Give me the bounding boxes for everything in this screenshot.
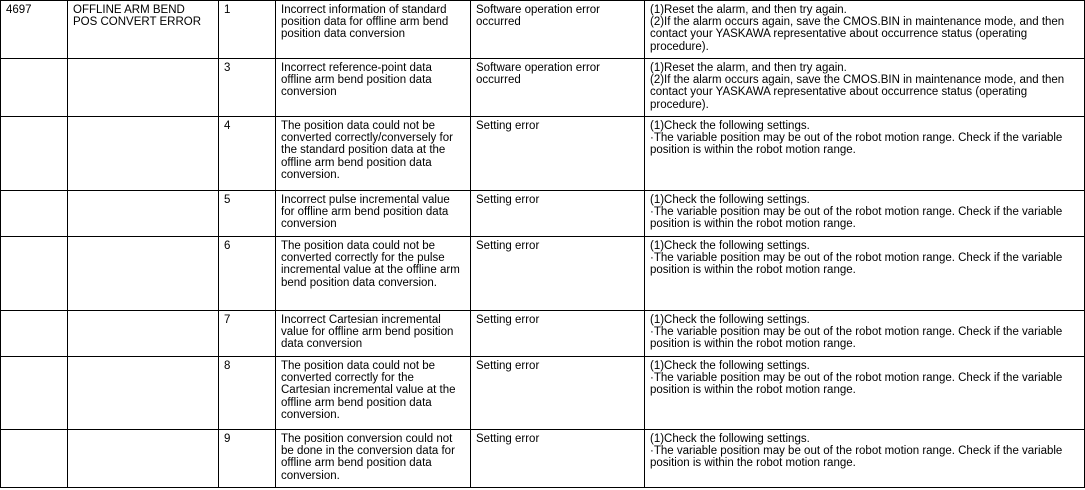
table-row — [1, 311, 1085, 357]
table-row — [1, 1, 1085, 59]
table-row — [1, 237, 1085, 311]
alarm-name-cell — [68, 117, 219, 191]
alarm-name-cell — [68, 191, 219, 237]
table-row — [1, 430, 1085, 488]
table-row — [1, 191, 1085, 237]
table-row — [1, 357, 1085, 430]
table-row — [1, 117, 1085, 191]
remedy-cell: (1)Check the following settings. ·The variable position may be out of the robot motion range. Check if the variable position is within the robot motion range. — [645, 117, 1085, 191]
remedy-cell: (1)Check the following settings. ·The variable position may be out of the robot motion range. Check if the variable position is within the robot motion range. — [645, 357, 1085, 430]
sub-code-cell: 4 — [219, 117, 276, 191]
alarm-code-cell: 4697 — [1, 1, 68, 59]
alarm-code-cell — [1, 59, 68, 117]
alarm-code-cell — [1, 191, 68, 237]
remedy-cell: (1)Check the following settings. ·The variable position may be out of the robot motion range. Check if the variable position is within the robot motion range. — [645, 430, 1085, 488]
alarm-code-cell — [1, 117, 68, 191]
cause-cell: Setting error — [471, 311, 645, 357]
sub-code-cell: 7 — [219, 311, 276, 357]
cause-cell: Setting error — [471, 117, 645, 191]
table-row — [1, 59, 1085, 117]
alarm-code-cell — [1, 237, 68, 311]
meaning-cell: The position conversion could not be done in the conversion data for offline arm bend position data conversion. — [276, 430, 471, 488]
cause-cell: Setting error — [471, 430, 645, 488]
meaning-cell: Incorrect reference-point data offline arm bend position data conversion — [276, 59, 471, 117]
alarm-code-cell — [1, 430, 68, 488]
cause-cell: Software operation error occurred — [471, 1, 645, 59]
alarm-code-cell — [1, 311, 68, 357]
remedy-cell: (1)Reset the alarm, and then try again. (2)If the alarm occurs again, save the CMOS.BIN in maintenance mode, and then contact your YASKAWA representative about occurrence status (operating procedure). — [645, 1, 1085, 59]
cause-cell: Software operation error occurred — [471, 59, 645, 117]
sub-code-cell: 6 — [219, 237, 276, 311]
sub-code-cell: 8 — [219, 357, 276, 430]
meaning-cell: The position data could not be converted correctly/conversely for the standard position data at the offline arm bend position data conversion. — [276, 117, 471, 191]
meaning-cell: Incorrect pulse incremental value for offline arm bend position data conversion — [276, 191, 471, 237]
remedy-cell: (1)Check the following settings. ·The variable position may be out of the robot motion range. Check if the variable position is within the robot motion range. — [645, 311, 1085, 357]
cause-cell: Setting error — [471, 191, 645, 237]
alarm-name-cell — [68, 311, 219, 357]
remedy-cell: (1)Check the following settings. ·The variable position may be out of the robot motion range. Check if the variable position is within the robot motion range. — [645, 191, 1085, 237]
alarm-name-cell: OFFLINE ARM BEND POS CONVERT ERROR — [68, 1, 219, 59]
alarm-name-cell — [68, 237, 219, 311]
remedy-cell: (1)Reset the alarm, and then try again. (2)If the alarm occurs again, save the CMOS.BIN in maintenance mode, and then contact your YASKAWA representative about occurrence status (operating procedure). — [645, 59, 1085, 117]
alarm-name-cell — [68, 357, 219, 430]
cause-cell: Setting error — [471, 237, 645, 311]
alarm-code-cell — [1, 357, 68, 430]
cause-cell: Setting error — [471, 357, 645, 430]
sub-code-cell: 5 — [219, 191, 276, 237]
meaning-cell: Incorrect information of standard position data for offline arm bend position data conversion — [276, 1, 471, 59]
alarm-name-cell — [68, 430, 219, 488]
meaning-cell: The position data could not be converted correctly for the Cartesian incremental value at the offline arm bend position data conversion. — [276, 357, 471, 430]
remedy-cell: (1)Check the following settings. ·The variable position may be out of the robot motion range. Check if the variable position is within the robot motion range. — [645, 237, 1085, 311]
sub-code-cell: 3 — [219, 59, 276, 117]
meaning-cell: The position data could not be converted correctly for the pulse incremental value at the offline arm bend position data conversion. — [276, 237, 471, 311]
meaning-cell: Incorrect Cartesian incremental value for offline arm bend position data conversion — [276, 311, 471, 357]
sub-code-cell: 9 — [219, 430, 276, 488]
alarm-name-cell — [68, 59, 219, 117]
sub-code-cell: 1 — [219, 1, 276, 59]
